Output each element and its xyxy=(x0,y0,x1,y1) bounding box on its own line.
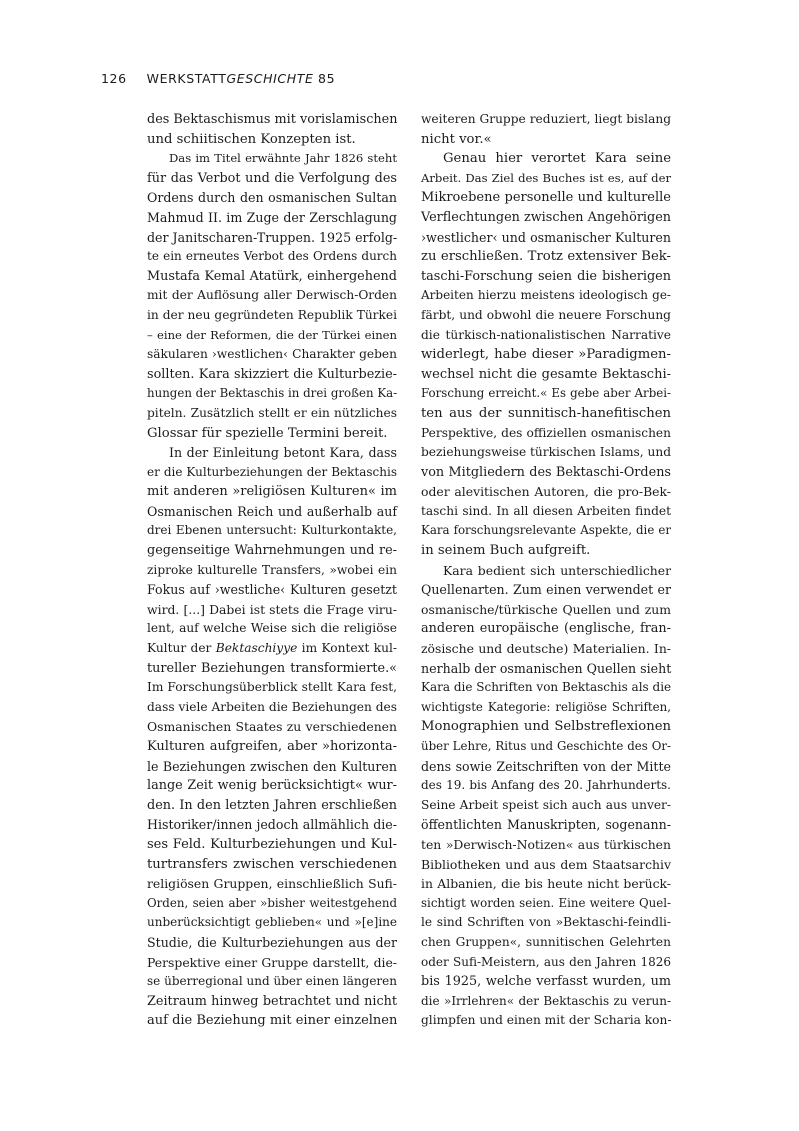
text-line: lange Zeit wenig berücksichtigt« wur- xyxy=(147,778,397,794)
text-line: drei Ebenen untersucht: Kulturkontakte, xyxy=(147,523,397,538)
text-line: über Lehre, Ritus und Geschichte des Or- xyxy=(421,739,671,753)
text-line: in Albanien, die bis heute nicht berück- xyxy=(421,876,671,892)
text-line: Perspektive, des offiziellen osmanischen xyxy=(421,425,671,440)
right-column-paragraph xyxy=(421,561,671,1031)
text-line: turtransfers zwischen verschiedenen xyxy=(147,856,397,872)
text-line: oder alevitischen Autoren, die pro-Bek- xyxy=(421,484,671,500)
text-line: anderen europäische (englische, fran- xyxy=(421,621,671,637)
text-line: beziehungsweise türkischen Islams, und xyxy=(421,445,672,460)
left-column-paragraph xyxy=(147,443,397,1031)
text-line: Ordens durch den osmanischen Sultan xyxy=(147,190,397,206)
text-line: Kara die Schriften von Bektaschis als die xyxy=(421,680,672,695)
text-line: von Mitgliedern des Bektaschi-Ordens xyxy=(421,464,671,480)
text-line: Arbeiten hierzu meistens ideologisch ge- xyxy=(421,288,671,303)
text-line: Orden, seien aber »bisher weitestgehend xyxy=(147,895,397,910)
text-line: Das im Titel erwähnte Jahr 1826 steht xyxy=(169,151,397,166)
text-line: färbt, und obwohl die neuere Forschung xyxy=(421,307,671,322)
text-line: wird. [...] Dabei ist stets die Frage viru- xyxy=(147,601,397,617)
text-line: Kulturen aufgreifen, aber »horizonta- xyxy=(147,739,397,754)
text-line: er die Kulturbeziehungen der Bektaschis xyxy=(147,464,397,479)
text-line: bis 1925, welche verfasst wurden, um xyxy=(421,974,671,990)
text-line: ten »Derwisch-Notizen« aus türkischen xyxy=(421,836,671,852)
page-number: 126 xyxy=(101,71,127,86)
text-line: dens sowie Zeitschriften von der Mitte xyxy=(421,758,671,774)
text-line: – eine der Reformen, die der Türkei einen xyxy=(147,327,397,342)
text-line: des 19. bis Anfang des 20. Jahrhunderts. xyxy=(421,778,671,793)
text-line: hungen der Bektaschis in drei großen Ka- xyxy=(147,386,398,401)
text-line: in seinem Buch aufgreift. xyxy=(421,543,591,559)
text-line: unberücksichtigt geblieben« und »[e]ine xyxy=(147,915,397,930)
text-line: Bibliotheken und aus dem Staatsarchiv xyxy=(421,856,671,872)
text-line: wechsel nicht die gesamte Bektaschi- xyxy=(421,366,671,382)
text-line: Osmanischen Reich und außerhalb auf xyxy=(147,503,397,519)
text-line: Arbeit. Das Ziel des Buches ist es, auf der xyxy=(421,170,671,185)
text-line: Zeitraum hinweg betrachtet und nicht xyxy=(147,993,397,1009)
right-text-column xyxy=(421,110,671,1031)
text-line: Seine Arbeit speist sich auch aus unver- xyxy=(421,797,671,812)
text-line: öffentlichten Manuskripten, sogenann- xyxy=(421,817,671,833)
text-line: oder Sufi-Meistern, aus den Jahren 1826 xyxy=(421,954,671,969)
text-line: le Beziehungen zwischen den Kulturen xyxy=(147,758,397,774)
text-line: nicht vor.« xyxy=(421,131,492,147)
text-line: nerhalb der osmanischen Quellen sieht xyxy=(421,660,672,676)
text-line: Quellenarten. Zum einen verwendet er xyxy=(421,582,671,598)
text-line: ziproke kulturelle Transfers, »wobei ein xyxy=(147,562,397,577)
text-line: Verflechtungen zwischen Angehörigen xyxy=(421,209,672,225)
text-line: chen Gruppen«, sunnitischen Gelehrten xyxy=(421,934,671,949)
text-line: osmanische/türkische Quellen und zum xyxy=(421,601,671,617)
text-line: Kara forschungsrelevante Aspekte, die er xyxy=(421,523,671,538)
text-line: Mikroebene personelle und kulturelle xyxy=(421,190,671,206)
text-line: mit anderen »religiösen Kulturen« im xyxy=(147,484,397,500)
text-line: wichtigste Kategorie: religiöse Schriften, xyxy=(421,699,671,714)
text-line: die »Irrlehren« der Bektaschis zu verun- xyxy=(421,993,671,1008)
journal-title-italic: GESCHICHTE xyxy=(226,71,314,86)
journal-title xyxy=(147,71,314,86)
text-line: Genau hier verortet Kara seine xyxy=(443,151,671,167)
text-line: glimpfen und einen mit der Scharia kon- xyxy=(421,1013,672,1028)
running-header xyxy=(101,71,335,86)
text-line: Monographien und Selbstreflexionen xyxy=(421,719,671,735)
text-line: für das Verbot und die Verfolgung des xyxy=(147,170,397,186)
text-line: auf die Beziehung mit einer einzelnen xyxy=(147,1013,398,1029)
text-line: in der neu gegründeten Republik Türkei xyxy=(147,307,397,322)
text-line: ›westlicher‹ und osmanischer Kulturen xyxy=(421,229,671,245)
text-line: ten aus der sunnitisch-hanefitischen xyxy=(421,405,671,421)
text-line: mit der Auflösung aller Derwisch-Orden xyxy=(147,288,397,303)
text-line: In der Einleitung betont Kara, dass xyxy=(169,445,397,461)
issue-number: 85 xyxy=(318,71,336,86)
text-line: weiteren Gruppe reduziert, liegt bislang xyxy=(421,112,671,126)
text-line: religiösen Gruppen, einschließlich Sufi- xyxy=(147,876,397,892)
text-line: taschi-Forschung seien die bisherigen xyxy=(421,268,671,284)
text-line: gegenseitige Wahrnehmungen und re- xyxy=(147,543,397,559)
left-text-column xyxy=(147,110,397,1031)
text-line: der Janitscharen-Truppen. 1925 erfolg- xyxy=(147,229,398,245)
text-line: tureller Beziehungen transformierte.« xyxy=(147,660,397,676)
text-line: Forschung erreicht.« Es gebe aber Arbei- xyxy=(421,386,671,401)
left-column-paragraph xyxy=(147,149,397,443)
text-line: Studie, die Kulturbeziehungen aus der xyxy=(147,934,397,950)
text-line: ses Feld. Kulturbeziehungen und Kul- xyxy=(147,836,397,852)
text-line: des Bektaschismus mit vorislamischen xyxy=(147,112,398,127)
text-line: le sind Schriften von »Bektaschi-feindli- xyxy=(421,915,671,930)
text-line: säkularen ›westlichen‹ Charakter geben xyxy=(147,347,397,362)
text-line: sichtigt worden seien. Eine weitere Quel- xyxy=(421,895,671,910)
text-line: se überregional und über einen längeren xyxy=(147,974,397,989)
text-line: und schiitischen Konzepten ist. xyxy=(147,131,356,147)
right-column-paragraph xyxy=(421,110,671,149)
text-line: zu erschließen. Trotz extensiver Bek- xyxy=(421,249,671,265)
text-line: zösische und deutsche) Materialien. In- xyxy=(421,641,671,657)
text-line: Historiker/innen jedoch allmählich die- xyxy=(147,817,397,833)
text-line: Mustafa Kemal Atatürk, einhergehend xyxy=(147,268,397,284)
text-line: Mahmud II. im Zuge der Zerschlagung xyxy=(147,209,397,225)
text-line: te ein erneutes Verbot des Ordens durch xyxy=(147,249,397,264)
text-line: sollten. Kara skizziert die Kulturbezie- xyxy=(147,366,397,382)
text-line: piteln. Zusätzlich stellt er ein nützliches xyxy=(147,405,397,420)
journal-title-upright: WERKSTATT xyxy=(146,71,227,86)
text-line: widerlegt, habe dieser »Paradigmen- xyxy=(421,347,671,363)
text-line: dass viele Arbeiten die Beziehungen des xyxy=(147,699,397,714)
text-line: Glossar für spezielle Termini bereit. xyxy=(147,425,388,441)
text-line: Fokus auf ›westliche‹ Kulturen gesetzt xyxy=(147,582,397,598)
left-column-paragraph xyxy=(147,110,397,149)
text-line: Kara bedient sich unterschiedlicher xyxy=(443,562,671,578)
text-line: Osmanischen Staates zu verschiedenen xyxy=(147,719,397,735)
text-line: lent, auf welche Weise sich die religiöse xyxy=(147,621,397,636)
text-line: die türkisch-nationalistischen Narrative xyxy=(421,327,671,342)
text-line: taschi sind. In all diesen Arbeiten findet xyxy=(421,503,671,518)
text-line: den. In den letzten Jahren erschließen xyxy=(147,797,397,813)
text-line: Perspektive einer Gruppe darstellt, die- xyxy=(147,954,397,970)
right-column-paragraph xyxy=(421,149,671,560)
text-line: Kultur der Bektaschiyye im Kontext kul- xyxy=(147,641,397,656)
text-line: Im Forschungsüberblick stellt Kara fest, xyxy=(147,680,397,695)
